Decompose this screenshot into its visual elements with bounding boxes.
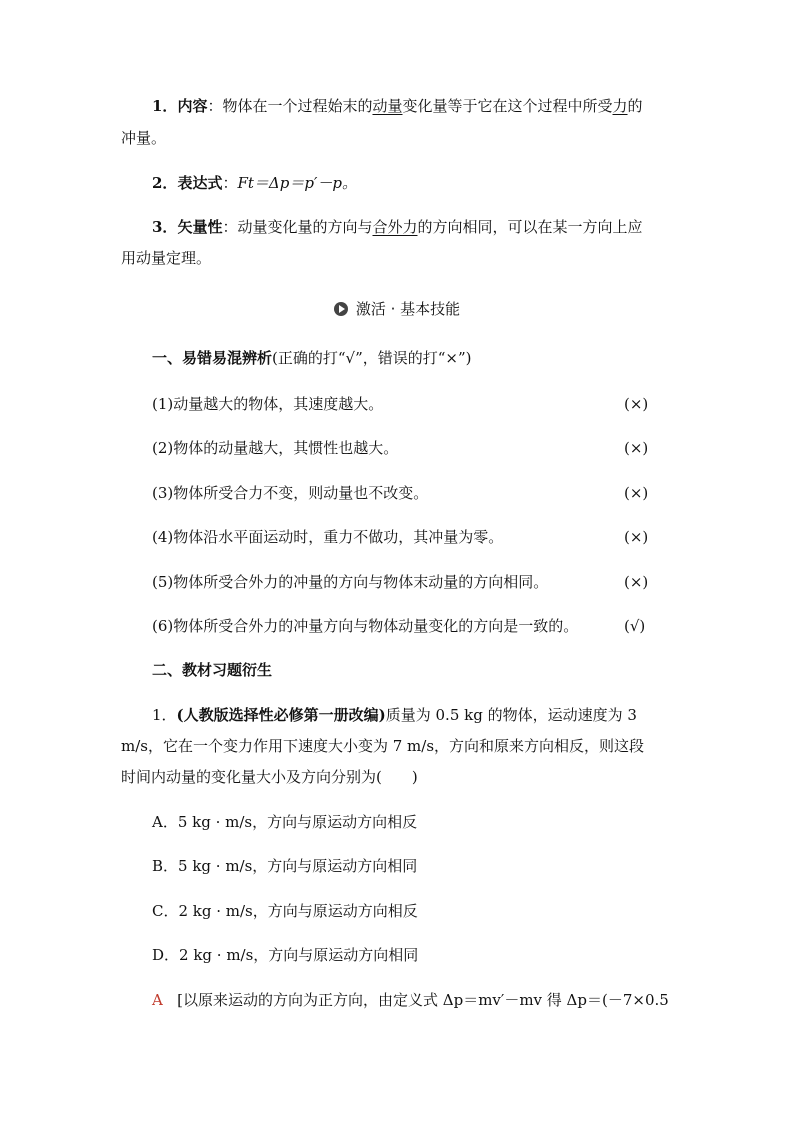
law-item-2-number: 2． — [152, 174, 178, 192]
question-1-line-3: 时间内动量的变化量大小及方向分别为( ) — [121, 768, 418, 786]
option-c: C．2 kg · m/s，方向与原运动方向相反 — [152, 902, 418, 920]
section-title-text: 激活 · 基本技能 — [355, 300, 461, 318]
judge-mark-6: (√) — [624, 617, 646, 635]
question-1-source: (人教版选择性必修第一册改编) — [176, 706, 386, 724]
question-1-line-1 — [152, 705, 637, 725]
law-item-1-heading: 内容 — [177, 97, 208, 115]
law-item-1-text-b: 变化量等于它在这个过程中所受 — [402, 97, 613, 115]
judge-mark-1: (×) — [624, 395, 649, 413]
law-item-1-text-a: 物体在一个过程始末的 — [222, 97, 373, 115]
law-item-2-formula: Ft＝Δp＝p′－p。 — [237, 174, 357, 192]
part2-heading: 二、教材习题衍生 — [152, 661, 273, 679]
judge-mark-5: (×) — [624, 573, 649, 591]
question-1-line-2: m/s，它在一个变力作用下速度大小变为 7 m/s，方向和原来方向相反，则这段 — [121, 737, 645, 755]
law-item-3-colon: ： — [222, 218, 238, 236]
part1-heading — [152, 348, 472, 368]
law-item-1-line-2: 冲量。 — [121, 129, 167, 147]
law-item-1-colon: ： — [207, 97, 223, 115]
law-item-2-colon: ： — [222, 174, 238, 192]
law-item-1-number: 1． — [152, 97, 178, 115]
law-item-2-heading: 表达式 — [177, 174, 223, 192]
judge-item-1: (1)动量越大的物体，其速度越大。 — [152, 395, 384, 413]
judge-item-2: (2)物体的动量越大，其惯性也越大。 — [152, 439, 399, 457]
law-item-3-number: 3． — [152, 218, 178, 236]
option-d: D．2 kg · m/s，方向与原运动方向相同 — [152, 946, 419, 964]
judge-mark-2: (×) — [624, 439, 649, 457]
answer-line — [152, 990, 669, 1010]
law-item-2 — [152, 173, 357, 193]
law-item-1-line-1 — [152, 96, 643, 116]
law-item-3-blank-1: 合外力 — [372, 218, 418, 236]
part1-heading-text: 一、易错易混辨析 — [152, 349, 273, 367]
judge-mark-3: (×) — [624, 484, 649, 502]
law-item-3-line-1 — [152, 217, 643, 237]
judge-item-3: (3)物体所受合力不变，则动量也不改变。 — [152, 484, 429, 502]
law-item-3-text-a: 动量变化量的方向与 — [237, 218, 373, 236]
question-1-number: 1． — [152, 706, 177, 724]
judge-item-4: (4)物体沿水平面运动时，重力不做功，其冲量为零。 — [152, 528, 504, 546]
judge-item-6: (6)物体所受合外力的冲量方向与物体动量变化的方向是一致的。 — [152, 617, 579, 635]
question-1-stem-a: 质量为 0.5 kg 的物体，运动速度为 3 — [385, 706, 637, 724]
section-title — [0, 298, 794, 320]
play-icon — [334, 302, 348, 316]
answer-letter: A — [152, 991, 163, 1009]
option-b: B．5 kg · m/s，方向与原运动方向相同 — [152, 857, 418, 875]
option-a: A．5 kg · m/s，方向与原运动方向相反 — [152, 813, 418, 831]
law-item-3-text-b: 的方向相同，可以在某一方向上应 — [417, 218, 643, 236]
law-item-1-blank-2: 力 — [612, 97, 628, 115]
law-item-3-heading: 矢量性 — [177, 218, 223, 236]
judge-item-5: (5)物体所受合外力的冲量的方向与物体末动量的方向相同。 — [152, 573, 549, 591]
law-item-3-line-2: 用动量定理。 — [121, 249, 212, 267]
part1-heading-note: (正确的打“√”，错误的打“×”) — [272, 349, 472, 367]
law-item-1-text-c: 的 — [627, 97, 643, 115]
answer-explanation: [以原来运动的方向为正方向，由定义式 Δp＝mv′－mv 得 Δp＝(－7×0.5 — [177, 991, 669, 1009]
judge-mark-4: (×) — [624, 528, 649, 546]
law-item-1-blank-1: 动量 — [372, 97, 403, 115]
